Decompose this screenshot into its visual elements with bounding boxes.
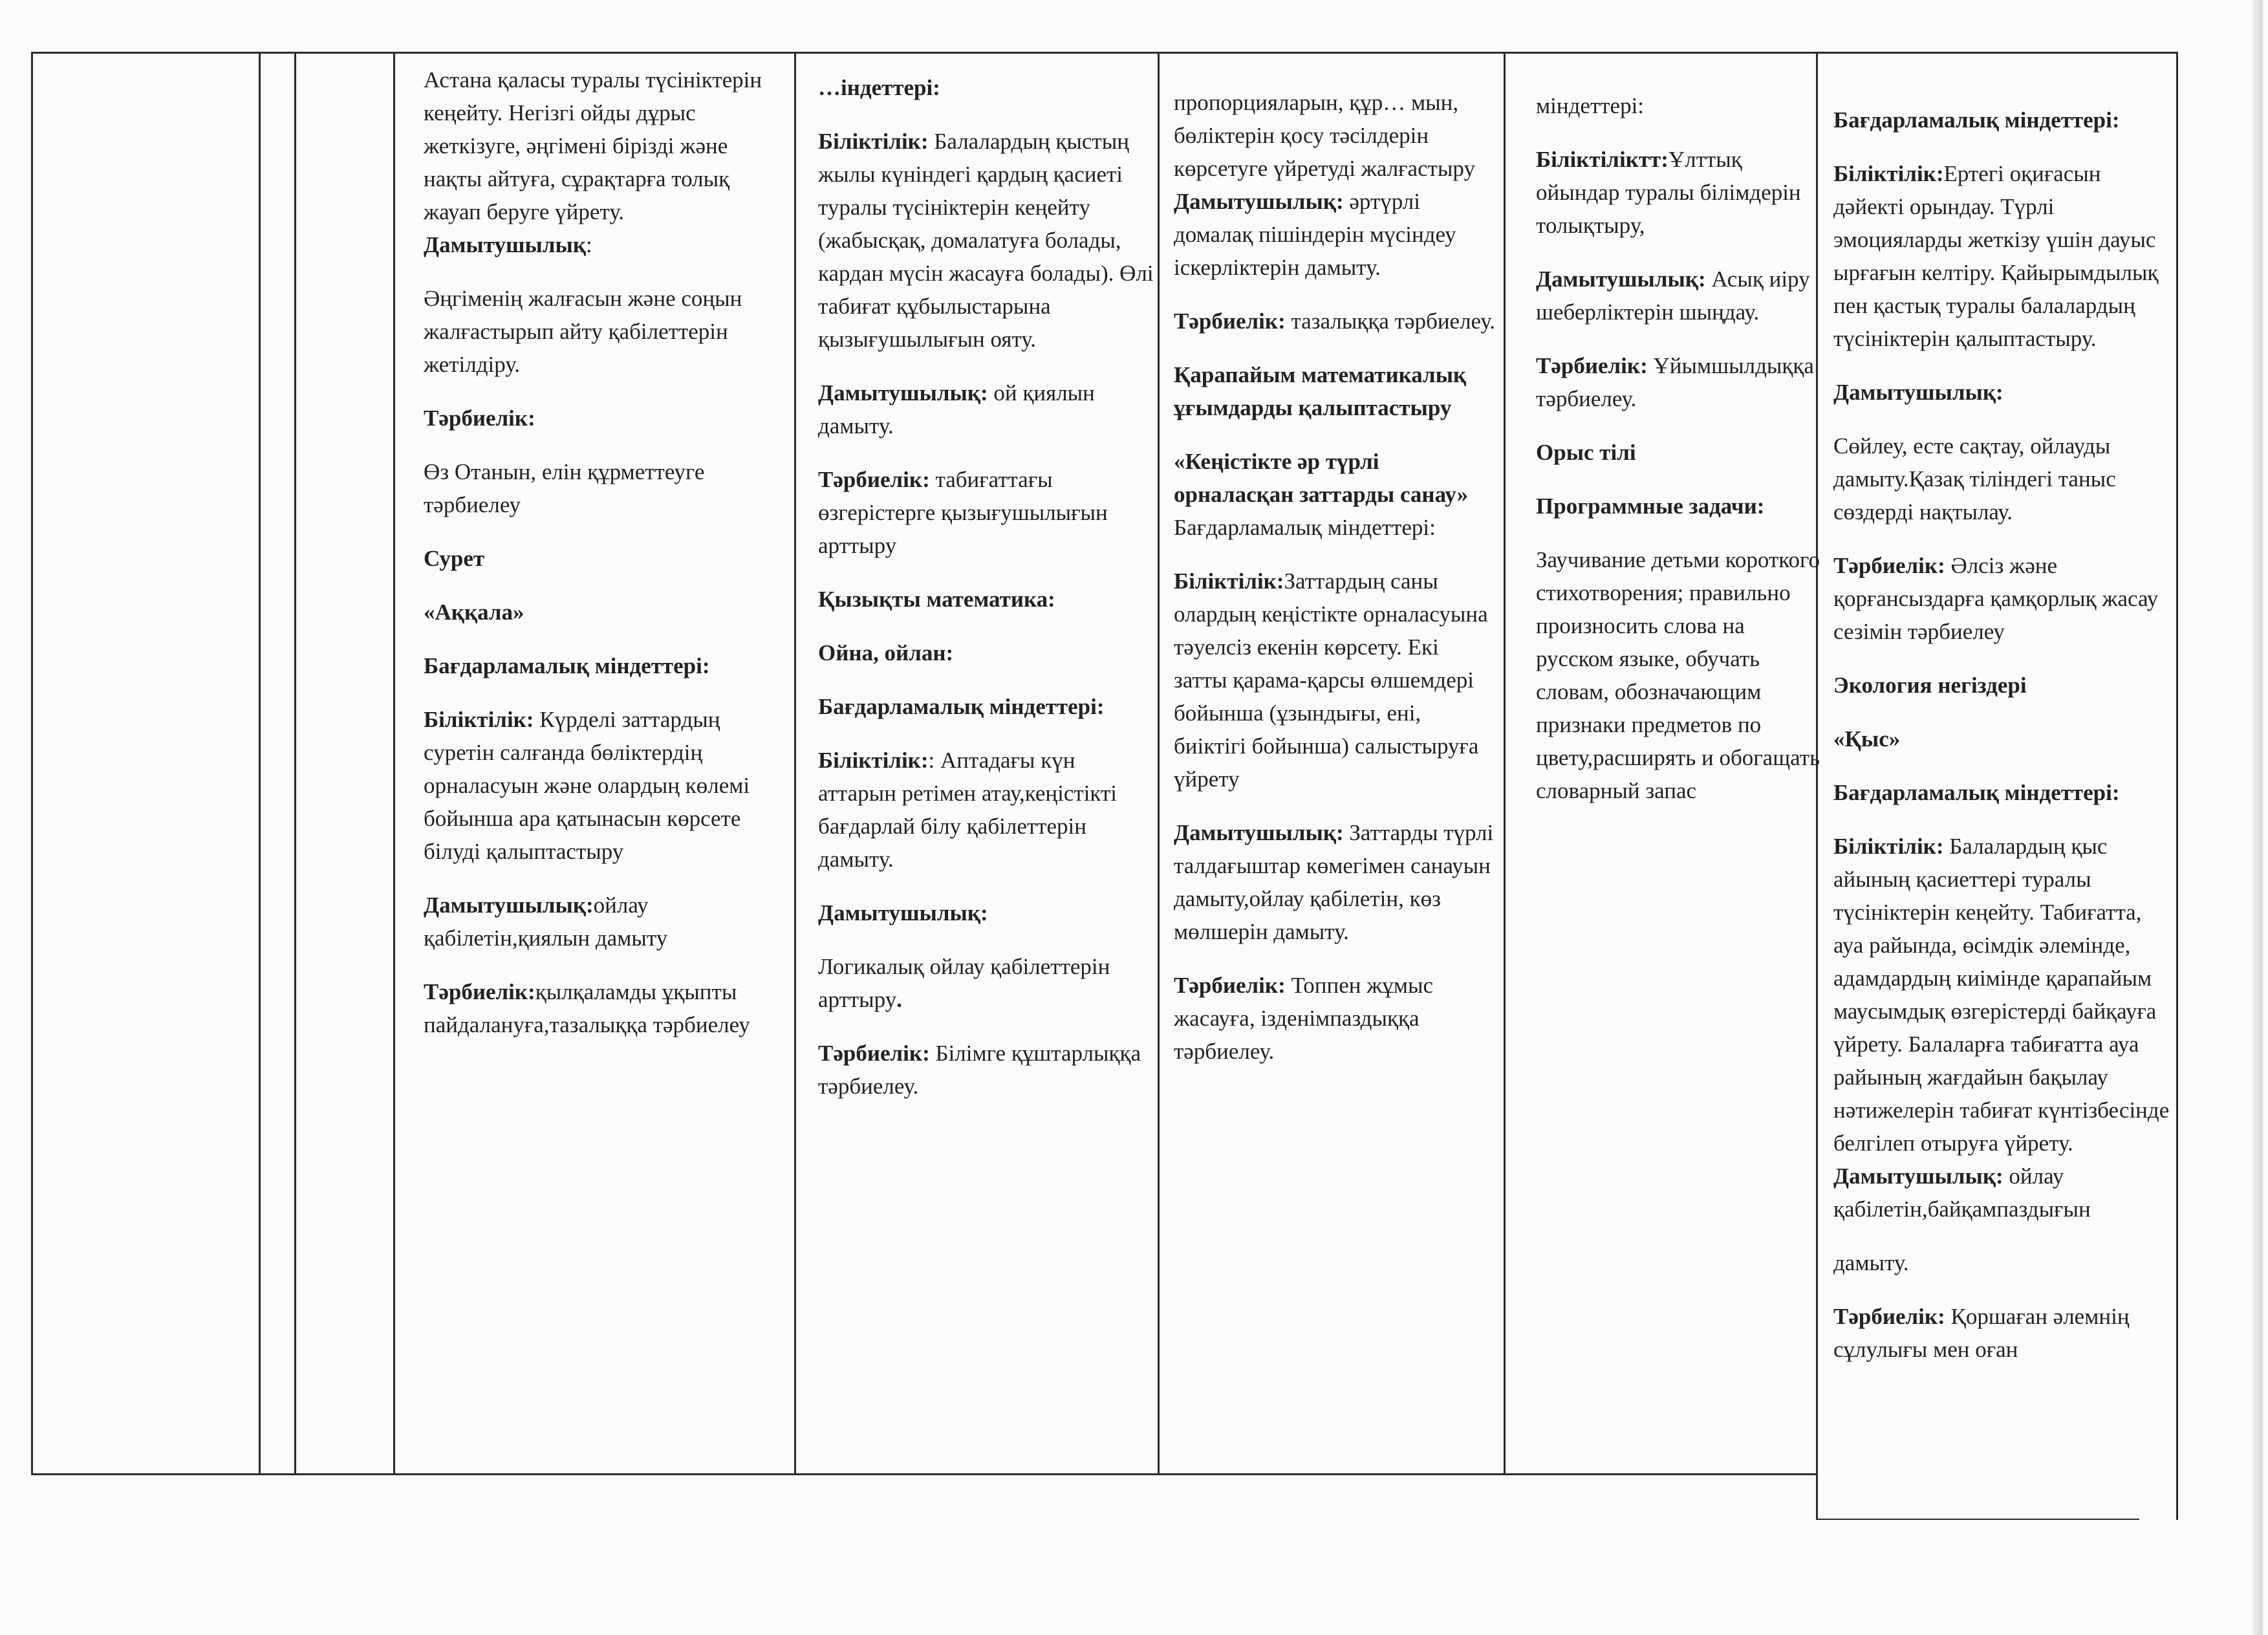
scan-edge-shadow [2252,0,2263,1635]
paragraph [1536,263,1820,329]
paragraph [424,282,786,381]
text-run: Заттардың саны олардың кеңістікте орналасуына тәуелсіз екенін көрсету. Екі затты қарама-қарсы өлшемдері бойынша (ұзындығы, ені, биіктігі бойынша) салыстыруға үйрету [1174,568,1488,792]
column-divider-5 [794,52,796,1475]
paragraph [1174,358,1497,424]
bold-label: Дамытушылық: [818,900,988,926]
bold-label: Біліктілік: [1833,161,1944,186]
text-run: тазалыққа тәрбиелеу. [1285,309,1495,334]
text-run: Бағдарламалық міндеттері: [1174,515,1436,540]
bold-label: Дамытушылық: [818,380,988,406]
paragraph [1833,103,2176,136]
bold-label: Дамытушылық: [1174,820,1344,845]
paragraph [424,596,786,629]
bold-label: «Қыс» [1833,726,1901,752]
paragraph [1833,722,2176,755]
paragraph [818,463,1154,562]
paragraph [1536,436,1820,469]
paragraph [1536,490,1820,523]
bold-label: Тәрбиелік: [1833,1304,1945,1329]
bold-label: Тәрбиелік: [1536,353,1648,378]
bold-label: Қарапайым математикалық ұғымдарды қалыптастыру [1174,362,1467,420]
text-run: Сөйлеу, есте сақтау, ойлауды дамыту.Қазақ тіліндегі таныс сөздерді нақтылау. [1833,433,2116,525]
text-run: Өз Отанын, елін құрметтеуге тәрбиелеу [424,459,705,517]
column-games-russian [1536,89,1820,828]
bold-label: Программные задачи: [1536,493,1765,519]
bold-label: Дамытушылық: [1833,380,2003,405]
text-run: әртүрлі домалақ пішіндерін мүсіндеу іскерліктерін дамыту. [1174,189,1456,280]
paragraph [1174,305,1497,338]
table-bottom-border [31,1473,1816,1475]
bold-label: Тәрбиелік: [1174,973,1286,998]
bold-label: Орыс тілі [1536,440,1636,465]
paragraph [1833,1300,2176,1366]
text-run: : Аптадағы күн аттарын ретімен атау,кеңістікті бағдарлай білу қабілеттерін дамыту. [818,748,1117,872]
bold-label: Біліктілік: [818,748,929,773]
column-nature-math [818,71,1154,1123]
text-run: Ұйымшылдыққа тәрбиелеу. [1536,353,1814,411]
bold-label: …індеттері: [818,75,940,100]
bold-label: Дамытушылық: [1536,266,1706,292]
text-run: Топпен жұмыс жасауға, ізденімпаздыққа тәрбиелеу. [1174,973,1434,1064]
text-run: дамыту. [1833,1250,1909,1275]
text-run: міндеттері: [1536,93,1645,118]
bold-label: Біліктілік: [424,707,534,732]
bold-label: «Аққала» [424,600,524,625]
column-art-speech [424,63,786,1062]
text-run: ойлау қабілетін,қиялын дамыту [424,893,668,951]
column-modeling-math [1174,86,1497,1088]
paragraph [1174,565,1497,796]
paragraph [424,703,786,868]
paragraph [818,583,1154,616]
column-fairytale-ecology [1833,103,2176,1387]
text-run: Күрделі заттардың суретін салғанда бөліктердің орналасуын және олардың көлемі бойынша ара қатынасын көрсете білуді қалыптастыру [424,707,750,864]
paragraph [1174,969,1497,1068]
bold-label: Тәрбиелік: [818,1041,930,1066]
paragraph [1536,349,1820,415]
text-run: Әлсіз және қорғансыздарға қамқорлық жасау сезімін тәрбиелеу [1833,553,2159,644]
paragraph [818,71,1154,104]
text-run: Астана қаласы туралы түсініктерін кеңейту. Негізгі ойды дұрыс жеткізуге, әңгімені бірізді және нақты айтуға, сұрақтарға толық жауап беруге үйрету. [424,67,762,224]
bold-label: Дамытушылық: [424,893,594,918]
text-run: Әңгіменің жалғасын және соңын жалғастырып айту қабілеттерін жетілдіру. [424,286,742,377]
bold-label: Біліктілік: [818,129,929,154]
text-run: Балалардың қыстың жылы күніндегі қардың қасиеті туралы түсініктерін кеңейту (жабысқақ, домалатуға болады, кардан мүсін жасауға болады). Өлі табиғат құбылыстарына қызығушылығын ояту. [818,129,1154,352]
column-divider-7 [1504,52,1506,1475]
bold-label: Дамытушылық: [1833,1164,2003,1189]
paragraph [424,649,786,682]
column-divider-2 [259,52,261,1475]
bold-label: Экология негіздері [1833,673,2027,698]
paragraph [1174,86,1497,284]
bold-label: Біліктілік: [1174,568,1284,594]
column-divider-6 [1158,52,1160,1475]
column-divider-4 [393,52,395,1475]
paragraph [818,896,1154,929]
paragraph [1833,429,2176,528]
paragraph [1174,816,1497,948]
paragraph [1536,89,1820,122]
text-run: : [585,232,592,257]
bold-label: Тәрбиелік: [1833,553,1945,578]
bold-label: Дамытушылық: [1174,189,1344,214]
bold-label: Бағдарламалық міндеттері: [424,653,710,678]
column-divider-3 [294,52,296,1475]
text-run: қылқаламды ұқыпты пайдалануға,тазалыққа тәрбиелеу [424,979,750,1037]
paragraph [1536,543,1820,807]
paragraph [818,1037,1154,1103]
paragraph [818,376,1154,442]
paragraph [1833,1246,2176,1279]
text-run: ойлау қабілетін,байқампаздығын [1833,1164,2091,1222]
paragraph [1833,830,2176,1226]
paragraph [1833,669,2176,702]
bold-label: Сурет [424,546,485,571]
paragraph [1174,445,1497,544]
text-run: Қоршаған әлемнің сұлулығы мен оған [1833,1304,2130,1362]
paragraph [424,889,786,955]
table-top-border [31,52,2178,54]
paragraph [818,690,1154,723]
paragraph [818,125,1154,356]
bold-label: Біліктілік: [1833,834,1944,859]
bold-label: Тәрбиелік: [818,467,930,492]
paragraph [818,636,1154,669]
paragraph [818,950,1154,1016]
paragraph [424,542,786,575]
bold-label: Бағдарламалық міндеттері: [1833,780,2120,805]
table-bottom-border-right [1816,1519,2139,1520]
paragraph [424,402,786,435]
bold-label: Бағдарламалық міндеттері: [1833,107,2120,133]
bold-label: . [896,987,902,1012]
text-run: Балалардың қыс айының қасиеттері туралы түсініктерін кеңейту. Табиғатта, ауа райында, өсімдік әлемінде, адамдардың киімінде қарапайым маусымдық өзгерістерді байқауға үйрету. Балаларға табиғатта ауа райының жағдайын бақылау нәтижелерін табиғат күнтізбесінде белгілеп отыруға үйрету. [1833,834,2170,1156]
bold-label: Біліктіліктт: [1536,147,1669,172]
paragraph [1833,549,2176,648]
bold-label: Тәрбиелік: [424,979,535,1004]
column-divider-1 [31,52,33,1475]
bold-label: Ойна, ойлан: [818,640,954,666]
paragraph [424,63,786,261]
bold-label: Қызықты математика: [818,587,1055,612]
paragraph [424,975,786,1041]
bold-label: Бағдарламалық міндеттері: [818,694,1105,719]
text-run: табиғаттағы өзгерістерге қызығушылығын арттыру [818,467,1108,558]
paragraph [424,455,786,521]
text-run: Білімге құштарлыққа тәрбиелеу. [818,1041,1141,1099]
bold-label: Тәрбиелік: [1174,309,1286,334]
paragraph [818,744,1154,876]
bold-label: Дамытушылық [424,232,586,257]
paragraph [1833,376,2176,409]
column-divider-9 [2176,52,2178,1520]
paragraph [1536,143,1820,242]
bold-label: «Кеңістікте әр түрлі орналасқан заттарды санау» [1174,449,1469,507]
text-run: Заттарды түрлі талдағыштар көмегімен санауын дамыту,ойлау қабілетін, көз мөлшерін дамыту. [1174,820,1494,944]
text-run: Асық иіру шеберліктерін шыңдау. [1536,266,1810,325]
paragraph [1833,776,2176,809]
text-run: ой қиялын дамыту. [818,380,1095,439]
text-run: Ұлттық ойындар туралы білімдерін толықтыру, [1536,147,1801,238]
paragraph [1833,157,2176,355]
text-run: Заучивание детьми короткого стихотворения; правильно произносить слова на русском языке, обучать словам, обозначающим признаки предметов по цвету,расширять и обогащать словарный запас [1536,547,1820,803]
bold-label: Тәрбиелік: [424,406,535,431]
text-run: Логикалық ойлау қабілеттерін арттыру [818,954,1110,1012]
text-run: Ертегі оқиғасын дәйекті орындау. Түрлі эмоцияларды жеткізу үшін дауыс ырғағын келтіру. Қайырымдылық пен қастық туралы балалардың түсініктерін қалыптастыру. [1833,161,2159,351]
text-run: пропорцияларын, құр… мын, бөліктерін қосу тәсілдерін көрсетуге үйретуді жалғастыру [1174,90,1475,181]
